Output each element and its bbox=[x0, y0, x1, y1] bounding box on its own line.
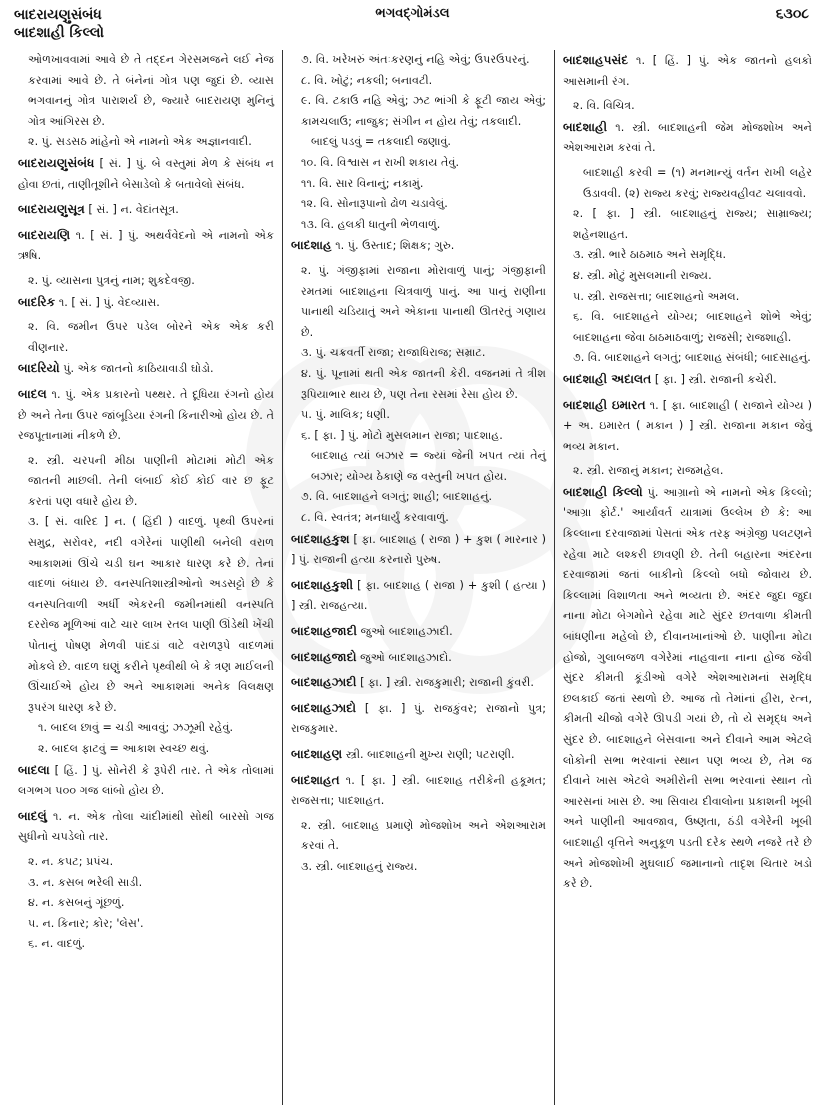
entry-sense: ૩. [ સં. વારિદ ] ન. ( હિંદી ) વાદળું. પૃથ્વી ઉપરનાં સમુદ્ર, સરોવર, નદી વગેરેનાં પાણીથી બનેલી વરાળ આકાશમાં ઊંચે ચડી ઘન આકાર ધારણ કરે છે. તેનાં વાદળાં બંધાય છે. વનસ્પતિશાસ્ત્રીઓનો અડસટ્ટો છે કે વનસ્પતિવાળી અર્ધી એકરની જમીનમાંથી વનસ્પતિ દરરોજ મૂળિઆં વાટે ચાર લાખ રતલ પાણી ઊંડેથી ખેંચી પોતાનું પોષણ મેળવી પાંદડાં વાટે વરાળરૂપે વાદળમાં મોકલે છે. વાદળ ઘણું કરીને પૃથ્વીથી બે કે ત્રણ માઈલની ઊંચાઈએ હોય છે અને આકાશમાં અનેક વિલક્ષણ રૂપરંગ ધારણ કરે છે. bbox=[28, 515, 274, 714]
dictionary-entry bbox=[18, 292, 274, 314]
entry-headword: બાદશાહી ઇમારત bbox=[563, 397, 646, 412]
entry-definition: ૧. [ ફા. ] સ્ત્રી. બાદશાહ તરીકેની હકૂમત; રાજસત્તા; પાદશાહત. bbox=[291, 773, 546, 808]
entry-sense: ૬. ન. વાદળું. bbox=[28, 937, 86, 951]
entry-definition: [ સં. ] પું. બે વસ્તુમાં મેળ કે સંબંધ ન હોવા છતાં, તાણીતૂશીને બેસાડેલો કે બતાવેલો સંબંધ. bbox=[18, 156, 274, 191]
entry-headword: બાદરિયો bbox=[18, 361, 60, 376]
entry-sense: ૪. પું. પૂનામાં થતી એક જાતની કેરી. વજનમાં તે ત્રીશ રૂપિયાભાર થાય છે, પણ તેના રસમાં રેસા હોય છે. bbox=[301, 366, 546, 401]
entry-sense: ૪. ન. કસબનું ગૂંછળું. bbox=[28, 896, 125, 910]
entry-sense: ૮. વિ. ખોટું; નકલી; બનાવટી. bbox=[301, 73, 433, 87]
entry-sense: ૭. વિ. બાદશાહને લગતું; શાહી; બાદશાહનું. bbox=[301, 490, 493, 504]
dictionary-entry bbox=[291, 575, 546, 617]
entry-sense: ૮. વિ. સ્વતંત્ર; મનધાર્યું કરવાવાળું. bbox=[301, 511, 449, 525]
entry-definition: ૧. [ ફા. બાદશાહી ( રાજાને યોગ્ય ) + અ. ઇમારત ( મકાન ) ] સ્ત્રી. રાજાના મકાન જેવું ભવ્ય મકાન. bbox=[563, 398, 813, 453]
entry-sense: ૨. પું. વ્યાસના પુત્રનું નામ; શુકદેવજી. bbox=[28, 273, 195, 287]
entry-headword: બાદશાહઝાદો bbox=[291, 700, 357, 715]
entry-headword: બાદશાહકુશી bbox=[291, 577, 354, 592]
entry-sense: ૨. વિ. જમીન ઉપર પડેલ બોરને એક એક કરી વીણનાર. bbox=[28, 320, 274, 354]
entry-sense: ૩. સ્ત્રી. ભારે ઠાઠમાઠ અને સમૃદ્ધિ. bbox=[573, 248, 727, 262]
entry-sense: ૨. ન. કપટ; પ્રપંચ. bbox=[28, 854, 114, 868]
entry-definition: [ ફા. બાદશાહ ( રાજા ) + કુશ ( મારનાર ) ] પું. રાજાની હત્યા કરનારો પુરુષ. bbox=[291, 532, 546, 567]
entry-sense: ૨. વિ. વિચિત્ર. bbox=[573, 99, 635, 113]
entry-sense: ૧૦. વિ. વિશ્વાસ ન રાખી શકાય તેવું. bbox=[301, 155, 459, 169]
entry-sense: ૨. પું. સડસઠ માંહેનો એ નામનો એક અજ્ઞાનવાદી. bbox=[28, 135, 252, 149]
entry-headword: બાદલ bbox=[18, 386, 47, 401]
dictionary-entry bbox=[291, 647, 546, 669]
entry-definition: ૧. પું. એક પ્રકારનો પથ્થર. તે દૂધિયા રંગનો હોય છે અને તેના ઉપર જાંબૂડિયા રંગની કિનારીઓ હોય છે. તે રજપૂતાનામાં નીકળે છે. bbox=[18, 387, 274, 443]
entry-sense: ૨. સ્ત્રી. બાદશાહ પ્રમાણે મોજશોખ અને એશઆરામ કરવાં તે. bbox=[301, 818, 546, 853]
entry-definition: ૧. સ્ત્રી. બાદશાહની જેમ મોજશોખ અને એશઆરામ કરવાં તે. bbox=[563, 120, 812, 155]
entry-sense: ૬. [ ફા. ] પું. મોટો મુસલમાન રાજા; પાદશાહ. bbox=[301, 428, 503, 442]
dictionary-columns bbox=[10, 50, 820, 1105]
entry-sense: ૧૨. વિ. સોનારૂપાનો ઢોળ ચડાવેલું. bbox=[301, 197, 448, 211]
entry-sense: ૩. સ્ત્રી. બાદશાહનું રાજ્ય. bbox=[301, 859, 418, 873]
entry-definition: [ ફા. ] સ્ત્રી. રાજકુમારી; રાજાની કુંવરી. bbox=[360, 676, 534, 690]
entry-definition: ૧. ન. એક તોલા ચાંદીમાંથી સોથી બારસો ગજ સુધીનો ચપડેલો તાર. bbox=[18, 809, 274, 844]
entry-sense: ૩. ન. કસબ ભરેલી સાડી. bbox=[28, 875, 143, 889]
idiom-phrase: બાદશાહી કરવી = (૧) મનમાન્યું વર્તન રાખી લહેર ઉડાવવી. (૨) રાજ્ય કરવું; રાજ્યવહીવટ ચલાવવો. bbox=[583, 165, 812, 200]
dictionary-entry bbox=[291, 529, 546, 571]
dictionary-entry bbox=[18, 760, 274, 802]
column-2 bbox=[282, 50, 554, 1105]
entry-headword: બાદશાહજાદી bbox=[291, 624, 357, 639]
entry-headword: બાદશાહપસંદ bbox=[563, 53, 629, 67]
idiom-phrase: ૧. બાદલ છાવું = ચડી આવવું; ઝઝૂમી રહેવું. bbox=[38, 721, 234, 735]
entry-headword: બાદલા bbox=[18, 762, 50, 777]
entry-sense: ૫. સ્ત્રી. રાજસત્તા; બાદશાહનો અમલ. bbox=[573, 289, 740, 303]
entry-definition: પું. એક જાતનો કાઠિયાવાડી ઘોડો. bbox=[63, 362, 214, 376]
entry-sense: ૯. વિ. ટકાઉ નહિ એવું; ઝટ ભાંગી કે ફૂટી જાય એવું; કામચલાઉ; નાજુક; સંગીન ન હોય તેવું; તકલાદી. bbox=[301, 94, 546, 128]
dictionary-entry bbox=[291, 235, 546, 257]
dictionary-entry bbox=[18, 225, 274, 267]
entry-headword: બાદશાહજાદો bbox=[291, 649, 357, 664]
entry-definition: [ ફા. ] પું. રાજકુંવર; રાજાનો પુત્ર; રાજકુમાર. bbox=[291, 701, 546, 736]
column-1 bbox=[10, 50, 282, 1105]
dictionary-entry bbox=[291, 672, 546, 694]
page-number: ૬૩૦૮ bbox=[775, 6, 809, 22]
entry-definition: જુઓ બાદશાહઝાદો. bbox=[360, 650, 452, 664]
dictionary-entry bbox=[291, 698, 546, 740]
entry-definition: [ ફા. ] સ્ત્રી. રાજાની કચેરી. bbox=[654, 372, 777, 386]
entry-sense: ૩. પું. ચક્રવર્તી રાજા; રાજાધિરાજ; સમ્રાટ. bbox=[301, 346, 486, 360]
guide-word-last: બાદશાહી કિલ્લો bbox=[14, 25, 104, 41]
entry-definition: સ્ત્રી. બાદશાહની મુખ્ય રાણી; પટરાણી. bbox=[345, 748, 515, 761]
idiom-phrase: બાદશાહ ત્યાં બઝાર = જ્યાં જેની ખપત ત્યાં તેનું બઝાર; યોગ્ય ઠેકાણે જ વસ્તુની ખપત હોય. bbox=[311, 449, 546, 483]
entry-sense: ૭. વિ. ખરેખરું અંતઃકરણનું નહિ એવું; ઉપરઉપરનું. bbox=[301, 53, 530, 66]
entry-sense: ૨. [ ફા. ] સ્ત્રી. બાદશાહનું રાજ્ય; સામ્રાજ્ય; શહેનશાહત. bbox=[573, 207, 812, 241]
entry-headword: બાદશાહી bbox=[563, 119, 608, 134]
entry-headword: બાદલું bbox=[18, 808, 47, 823]
entry-sense: ૨. પું. ગંજીફામાં રાજાના મોરાવાળું પાનું; ગંજીફાની રમતમાં બાદશાહના ચિત્રવાળું પાનું. આ પાનું રાણીના પાનાથી ચડિયાતું અને એકાના પાનાથી ઊતરતું ગણાય છે. bbox=[301, 263, 546, 339]
idiom-phrase: ૨. બાદલ ફાટવું = આકાશ સ્વચ્છ થવું. bbox=[38, 742, 210, 755]
entry-headword: બાદશાહ bbox=[291, 238, 332, 253]
entry-headword: બાદરિક bbox=[18, 294, 56, 309]
book-title: ભગવદ્ગોમંડલ bbox=[375, 6, 450, 21]
entry-sense: ૨. સ્ત્રી. રાજાનું મકાન; રાજમહેલ. bbox=[573, 464, 724, 478]
dictionary-entry bbox=[291, 744, 546, 766]
entry-definition: ૧. [ સં. ] પું. અથર્વવેદનો એ નામનો એક ઋષિ. bbox=[18, 228, 274, 263]
entry-headword: બાદશાહી કિલ્લો bbox=[563, 484, 643, 499]
entry-headword: બાદશાહત bbox=[291, 772, 340, 787]
entry-sense: ૧૧. વિ. સાર વિનાનું; નકામું. bbox=[301, 176, 424, 190]
entry-sense: ૭. વિ. બાદશાહને લગતું; બાદશાહ સંબંધી; બાદસાહનું. bbox=[573, 351, 811, 365]
entry-definition: ૧. [ સં. ] પું. વેદવ્યાસ. bbox=[58, 295, 160, 309]
dictionary-entry bbox=[18, 806, 274, 848]
dictionary-entry bbox=[291, 621, 546, 643]
entry-headword: બાદશાહી અદાલત bbox=[563, 371, 652, 386]
dictionary-entry bbox=[563, 117, 812, 159]
dictionary-entry bbox=[563, 50, 812, 92]
entry-headword: બાદશાહઝાદી bbox=[291, 675, 357, 690]
dictionary-entry bbox=[18, 384, 274, 447]
entry-sense: ૪. સ્ત્રી. મોટું મુસલમાની રાજ્ય. bbox=[573, 268, 712, 282]
entry-sense: ૫. પું. માલિક; ધણી. bbox=[301, 408, 390, 422]
dictionary-entry bbox=[563, 395, 812, 458]
entry-definition: [ હિં. ] પું. સોનેરી કે રૂપેરી તાર. તે એક તોલામાં લગભગ ૫૦૦ ગજ લાંબો હોય છે. bbox=[18, 763, 274, 798]
entry-definition: જુઓ બાદશાહઝાદી. bbox=[360, 625, 453, 639]
entry-continuation: ઓળખાવવામાં આવે છે તે તદ્દન ગેરસમજને લઈ નેજ કરવામાં આવે છે. તે બંનેનાં ગોત્ર પણ જુદાં છે. વ્યાસ ભગવાનનું ગોત્ર પારાશર્ય છે, જ્યારે બાદરાયણ મુનિનું ગોત્ર આંગિરસ છે. bbox=[28, 53, 274, 128]
entry-definition: [ ફા. બાદશાહ ( રાજા ) + કુશી ( હત્યા ) ] સ્ત્રી. રાજહત્યા. bbox=[291, 578, 546, 613]
column-3 bbox=[554, 50, 820, 1105]
dictionary-entry bbox=[291, 770, 546, 812]
entry-headword: બાદરાયણુસૂત્ર bbox=[18, 202, 85, 217]
entry-headword: બાદશાહણ bbox=[291, 747, 343, 761]
entry-headword: બાદરાયણિ bbox=[18, 227, 71, 242]
entry-sense: ૨. સ્ત્રી. ચરપની મીઠા પાણીની મોટામાં મોટી એક જાતની માછલી. તેની લંબાઈ કોઈ કોઈ વાર છ ફૂટ કરતાં પણ વધારે હોય છે. bbox=[28, 453, 274, 508]
entry-sense: ૫. ન. કિનાર; કોર; 'લેસ'. bbox=[28, 916, 144, 930]
dictionary-entry bbox=[18, 153, 274, 195]
entry-sense: ૬. વિ. બાદશાહને યોગ્ય; બાદશાહને શોભે એવું; બાદશાહના જેવા ઠાઠમાઠવાળું; રાજસી; રાજશાહી. bbox=[573, 310, 812, 344]
dictionary-entry bbox=[563, 369, 812, 391]
entry-headword: બાદશાહકુશ bbox=[291, 531, 350, 546]
entry-sense: ૧૩. વિ. હલકી ધાતુની ભેળવાળું. bbox=[301, 217, 441, 231]
entry-headword: બાદરાયણુસંબંધ bbox=[18, 155, 95, 170]
dictionary-entry bbox=[18, 358, 274, 380]
dictionary-entry bbox=[18, 199, 274, 221]
entry-definition: ૧. [ હિં. ] પું. એક જાતનો હલકો આસમાની રંગ. bbox=[563, 54, 812, 88]
page-header bbox=[0, 0, 825, 46]
guide-word-first: બાદરાયણુસંબંધ bbox=[14, 7, 102, 23]
dictionary-entry bbox=[563, 482, 812, 895]
entry-definition: ૧. પું. ઉસ્તાદ; શિક્ષક; ગુરુ. bbox=[335, 239, 455, 253]
entry-definition: [ સં. ] ન. વેદાંતસૂત્ર. bbox=[88, 203, 179, 217]
idiom-phrase: બાદલું પડવું = તકલાદી જણાવું. bbox=[311, 135, 451, 149]
entry-definition: પું. આગ્રાનો એ નામનો એક કિલ્લો; 'આગ્રા ફોર્ટ.' આર્યાવર્ત યાત્રામાં ઉલ્લેખ છે કે: આ કિલ્લાના દરવાજામાં પેસતાં એક તરફ અંગ્રેજી પલટણને રહેવા માટે લશ્કરી છાવણી છે. તેની બહારના અંદરના દરવાજામાં જતાં બાકીનો કિલ્લો બધો જોવાય છે. કિલ્લામાં વિશાળતા અને ભવ્યતા છે. અંદર જુદા જુદા નાના મોટા બેગમોને રહેવા માટે સુંદર છતવાળા કીમતી બાંધણીના મહેલો છે, દીવાનખાનાંઓ છે. પાણીના મોટા હોજો, ગુલાબજળ વગેરેમાં નાહવાના નાના હોજ જેવી સુંદર કીમતી કૂંડીઓ વગેરે એશઆરામનાં સમૃદ્ધિ છલકાઈ જતાં સ્થળો છે. આજ તો તેમાંનાં હીરા, રત્ન, કીમતી ચીજો વગેરે ઊપડી ગયાં છે, તો યે સમૃદ્ધ અને સુંદર છે. બાદશાહને બેસવાના અને દીવાને આમ એટલે લોકોની સભા ભરવાનાં સ્થાન પણ ભવ્ય છે, તેમ જ દીવાને ખાસ એટલે અમીરોની સભા ભરવાનાં સ્થાન તો આરસનાં ખાસ છે. આ સિવાય દીવાલોના પ્રકાશની ખૂબી અને પાણીની આવજાવ, ઉષ્ણતા, ઠંડી વગેરેની ખૂબી બાદશાહી વૃત્તિને અનુકૂળ પડતી દરેક સ્થળે નજરે તરે છે અને મોજશોખી મુઘલાઈ જમાનાનો તાદૃશ ચિતાર ખડો કરે છે. bbox=[563, 485, 812, 891]
